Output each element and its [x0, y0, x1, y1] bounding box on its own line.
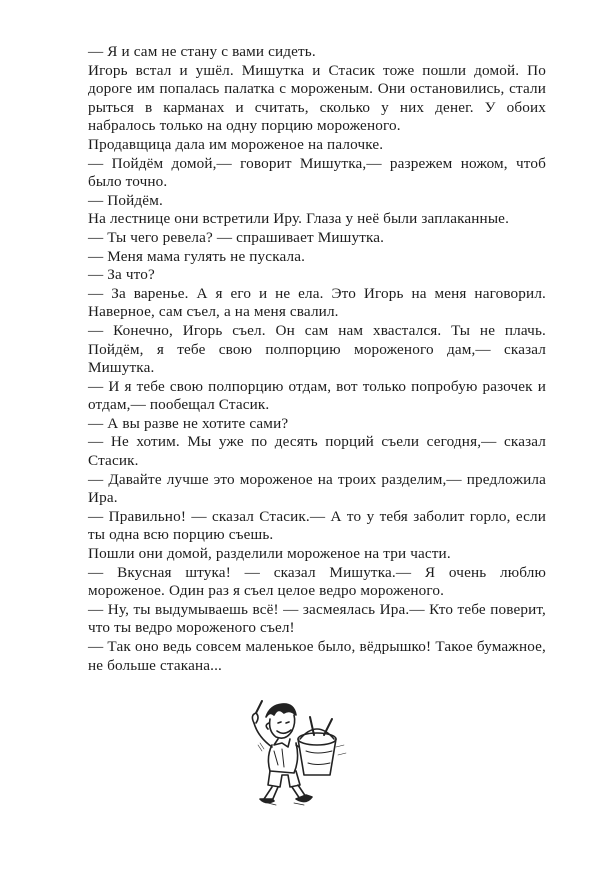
paragraph: — За что?: [88, 266, 155, 284]
paragraph: — Пойдём домой,— говорит Мишутка,— разрежем ножом, чтоб было точно.: [88, 154, 546, 191]
paragraph: — Конечно, Игорь съел. Он сам нам хвастался. Ты не плачь. Пойдём, я тебе свою полпорцию мороженого дам,— сказал Мишутка.: [88, 321, 546, 377]
paragraph: — Правильно! — сказал Стасик.— А то у тебя заболит горло, если ты одна всю порцию съешь.: [88, 507, 546, 544]
paragraph: — Не хотим. Мы уже по десять порций съели сегодня,— сказал Стасик.: [88, 433, 546, 470]
boy-with-bucket-icon: [244, 695, 364, 815]
paragraph: — Меня мама гулять не пускала.: [88, 247, 306, 265]
paragraph: — За варенье. А я его и не ела. Это Игорь на меня наговорил. Наверное, сам съел, а на меня свалил.: [88, 284, 546, 321]
paragraph: — Давайте лучше это мороженое на троих разделим,— предложила Ира.: [88, 470, 546, 507]
paragraph: Игорь встал и ушёл. Мишутка и Стасик тоже пошли домой. По дороге им попалась палатка с мороженым. Они остановились, стали рыться в карманах и считать, сколько у них денег. У обоих набралось только на одну порцию мороженого.: [88, 61, 546, 135]
paragraph: — Ты чего ревела? — спрашивает Мишутка.: [88, 228, 385, 246]
illustration-drawing: [244, 695, 364, 815]
paragraph: — И я тебе свою полпорцию отдам, вот только попробую разочек и отдам,— пообещал Стасик.: [88, 377, 546, 414]
paragraph: — Так оно ведь совсем маленькое было, вёдрышко! Такое бумажное, не больше стакана...: [88, 638, 546, 674]
paragraph: — Пойдём.: [88, 191, 163, 209]
paragraph: — Я и сам не стану с вами сидеть.: [88, 43, 316, 60]
story-text: [88, 43, 546, 675]
paragraph: — Ну, ты выдумываешь всё! — засмеялась Ира.— Кто тебе поверит, что ты ведро мороженого съел!: [88, 600, 546, 637]
paragraph: На лестнице они встретили Иру. Глаза у неё были заплаканные.: [88, 210, 510, 228]
paragraph: — А вы разве не хотите сами?: [88, 414, 289, 432]
paragraph: — Вкусная штука! — сказал Мишутка.— Я очень люблю мороженое. Один раз я съел целое ведро мороженого.: [88, 563, 546, 600]
paragraph: Продавщица дала им мороженое на палочке.: [88, 135, 384, 153]
paragraph: Пошли они домой, разделили мороженое на три части.: [88, 545, 451, 563]
